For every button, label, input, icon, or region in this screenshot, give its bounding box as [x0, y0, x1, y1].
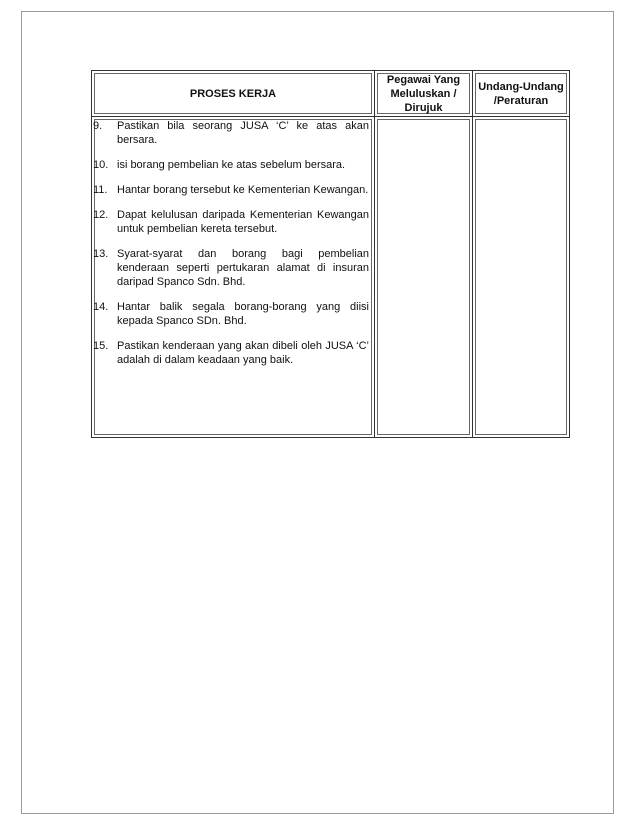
- table-body-row: [92, 117, 570, 438]
- step-text: Dapat kelulusan daripada Kementerian Kewangan untuk pembelian kereta tersebut.: [117, 209, 369, 235]
- list-item: [93, 339, 369, 367]
- step-number: 13.: [93, 248, 109, 260]
- step-text: Syarat-syarat dan borang bagi pembelian kenderaan seperti pertukaran alamat di insuran daripad Spanco Sdn. Bhd.: [117, 248, 369, 288]
- list-item: [93, 300, 369, 328]
- work-process-table: [91, 70, 570, 438]
- step-number: 14.: [93, 301, 109, 313]
- step-number: 12.: [93, 209, 109, 221]
- pegawai-cell: [375, 117, 473, 438]
- list-item: [93, 119, 369, 147]
- table-header-row: [92, 71, 570, 117]
- steps-cell: [92, 117, 375, 438]
- step-text: Pastikan kenderaan yang akan dibeli oleh JUSA ‘C’ adalah di dalam keadaan yang baik.: [117, 340, 369, 366]
- step-text: isi borang pembelian ke atas sebelum bersara.: [117, 159, 346, 171]
- step-number: 10.: [93, 159, 109, 171]
- header-undang-undang: Undang-Undang /Peraturan: [473, 71, 570, 117]
- header-proses-kerja: PROSES KERJA: [92, 71, 375, 117]
- list-item: [93, 208, 369, 236]
- undang-undang-cell: [473, 117, 570, 438]
- step-number: 11.: [93, 184, 108, 196]
- list-item: [93, 158, 369, 172]
- step-list: [93, 119, 369, 367]
- header-pegawai: Pegawai Yang Meluluskan / Dirujuk: [375, 71, 473, 117]
- step-number: 15.: [93, 340, 109, 352]
- step-text: Pastikan bila seorang JUSA ‘C’ ke atas akan bersara.: [117, 120, 369, 146]
- step-number: 9.: [93, 120, 103, 132]
- list-item: [93, 247, 369, 289]
- step-text: Hantar balik segala borang-borang yang diisi kepada Spanco SDn. Bhd.: [117, 301, 369, 327]
- step-text: Hantar borang tersebut ke Kementerian Kewangan.: [117, 184, 369, 196]
- list-item: [93, 183, 369, 197]
